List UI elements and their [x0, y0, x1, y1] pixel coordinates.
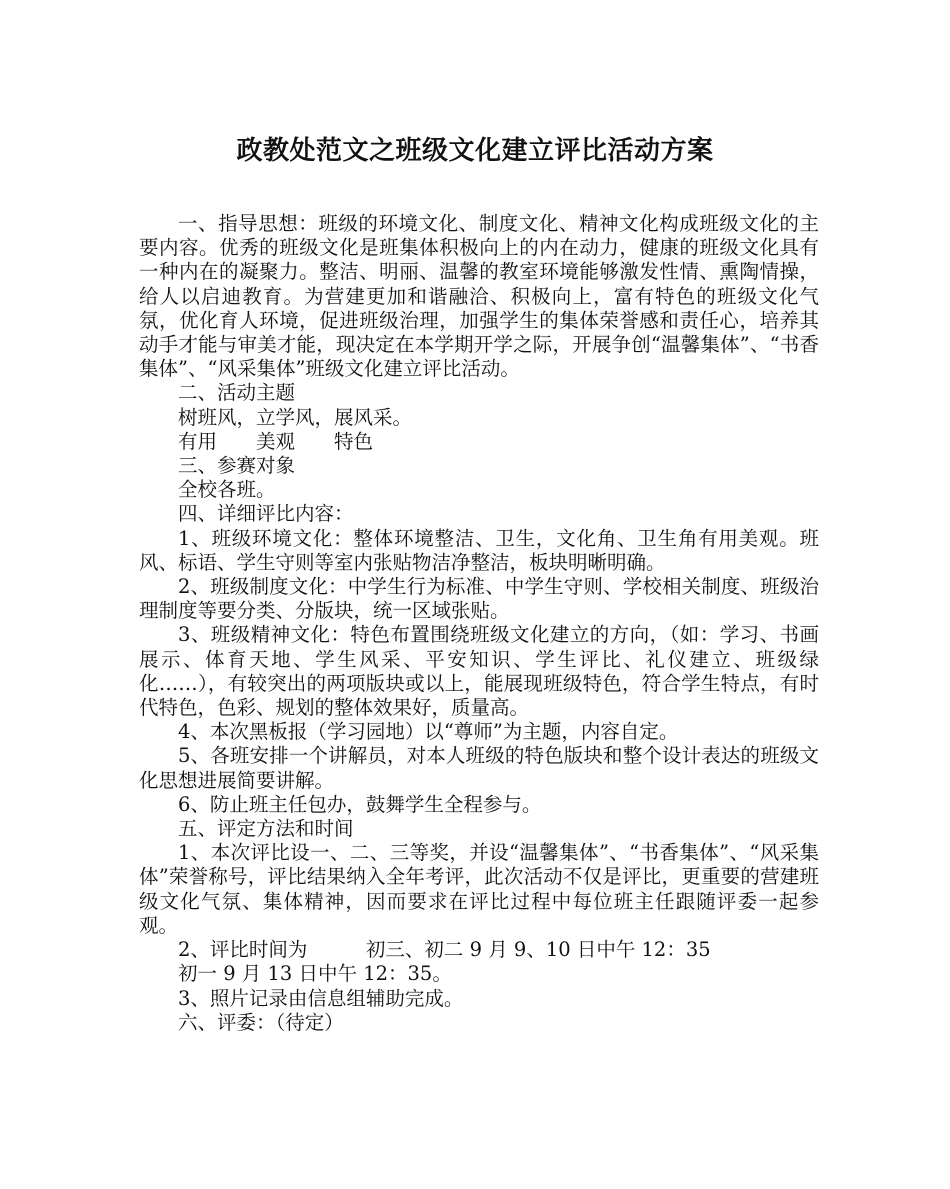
- paragraph-system-culture: 2、班级制度文化：中学生行为标准、中学生守则、学校相关制度、班级治理制度等要分类、分版块，统一区域张贴。: [139, 575, 819, 623]
- paragraph-blackboard: 4、本次黑板报（学习园地）以“尊师”为主题，内容自定。: [178, 720, 679, 744]
- paragraph-time-senior: 2、评比时间为 初三、初二 9 月 9、10 日中午 12：35: [178, 938, 711, 962]
- paragraph-environment-culture: 1、班级环境文化：整体环境整洁、卫生，文化角、卫生角有用美观。班风、标语、学生守则等室内张贴物洁净整洁，板块明晰明确。: [139, 526, 819, 574]
- paragraph-theme-slogan: 树班风，立学风，展风采。: [178, 405, 413, 429]
- paragraph-spirit-culture: 3、班级精神文化：特色布置围绕班级文化建立的方向，（如：学习、书画展示、体育天地、学生风采、平安知识、学生评比、礼仪建立、班级绿化……），有较突出的两项版块或以上，能展现班级特色，符合学生特点，有时代特色，色彩、规划的整体效果好，质量高。: [139, 623, 819, 720]
- document-title: 政教处范文之班级文化建立评比活动方案: [236, 136, 714, 166]
- paragraph-photo-record: 3、照片记录由信息组辅助完成。: [178, 986, 464, 1010]
- document-body: [139, 212, 819, 1035]
- paragraph-participants: 全校各班。: [178, 478, 276, 502]
- heading-participants: 三、参赛对象: [178, 454, 296, 478]
- paragraph-guiding-thought: 一、指导思想：班级的环境文化、制度文化、精神文化构成班级文化的主要内容。优秀的班级文化是班集体积极向上的内在动力，健康的班级文化具有一种内在的凝聚力。整洁、明丽、温馨的教室环境能够激发性情、熏陶情操，给人以启迪教育。为营建更加和谐融洽、积极向上，富有特色的班级文化气氛，优化育人环境，促进班级治理，加强学生的集体荣誉感和责任心，培养其动手才能与审美才能，现决定在本学期开学之际，开展争创“温馨集体”、“书香集体”、“风采集体”班级文化建立评比活动。: [139, 212, 819, 381]
- heading-activity-theme: 二、活动主题: [178, 381, 296, 405]
- heading-judges: 六、评委：（待定）: [178, 1010, 344, 1034]
- paragraph-student-participation: 6、防止班主任包办，鼓舞学生全程参与。: [178, 792, 542, 816]
- paragraph-awards: 1、本次评比设一、二、三等奖，并设“温馨集体”、“书香集体”、“风采集体”荣誉称号，评比结果纳入全年考评，此次活动不仅是评比，更重要的营建班级文化气氛、集体精神，因而要求在评比过程中每位班主任跟随评委一起参观。: [139, 841, 819, 937]
- paragraph-theme-keywords: 有用 美观 特色: [178, 429, 374, 453]
- paragraph-narrator: 5、各班安排一个讲解员，对本人班级的特色版块和整个设计表达的班级文化思想进展简要讲解。: [139, 744, 819, 792]
- heading-method-and-time: 五、评定方法和时间: [178, 817, 354, 841]
- paragraph-time-junior: 初一 9 月 13 日中午 12：35。: [178, 962, 452, 986]
- heading-evaluation-content: 四、详细评比内容：: [178, 502, 354, 526]
